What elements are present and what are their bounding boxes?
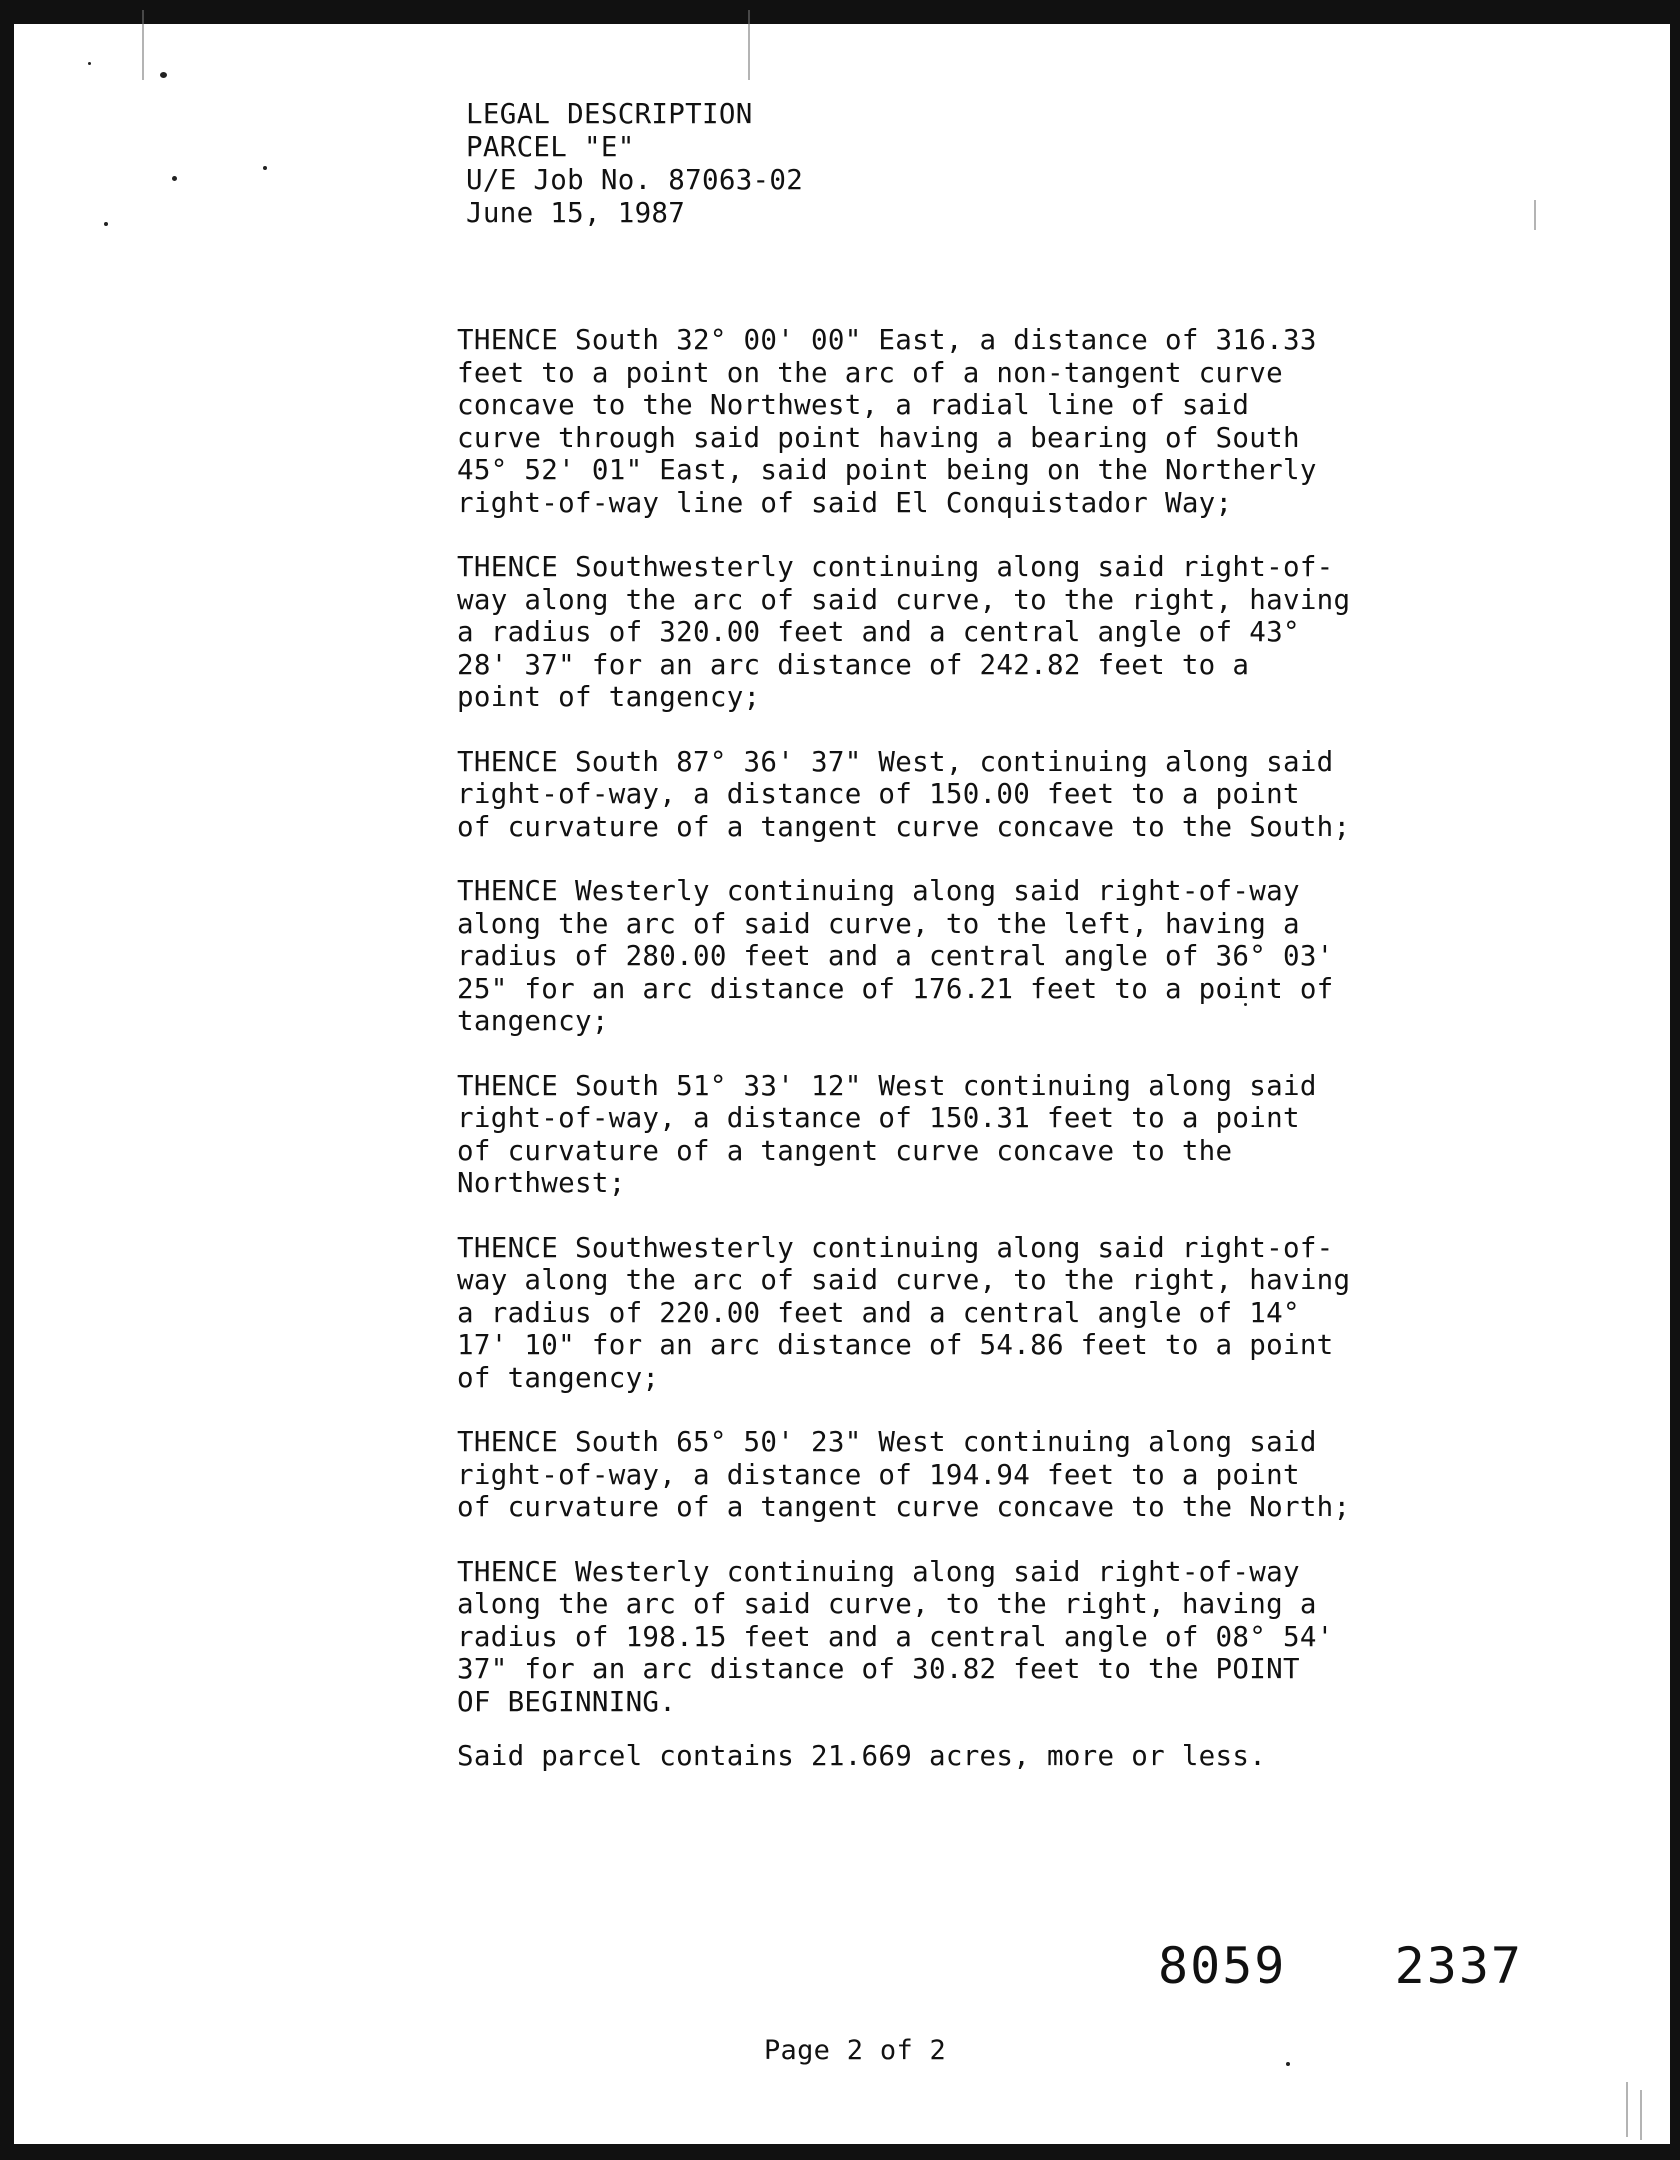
scan-speck (1286, 2062, 1290, 2066)
scan-streak (1626, 2082, 1628, 2137)
header-job-number: U/E Job No. 87063-02 (466, 164, 804, 196)
scan-border-top (0, 0, 1680, 24)
scan-streak (1640, 2090, 1642, 2140)
scan-streak (748, 10, 750, 80)
scan-speck (172, 176, 177, 181)
acreage-summary: Said parcel contains 21.669 acres, more or less. (457, 1740, 1267, 1772)
course-paragraph: THENCE Southwesterly continuing along said right-of- way along the arc of said curve, to the right, having a radius of 320.00 feet and a central angle of 43° 28' 37" for an arc distance of 242.82 feet to a point of tangency; (457, 551, 1351, 713)
header-date: June 15, 1987 (466, 197, 686, 229)
course-paragraph: THENCE South 65° 50' 23" West continuing along said right-of-way, a distance of 194.94 feet to a point of curvature of a tangent curve concave to the North; (457, 1426, 1351, 1523)
legal-description-body (457, 324, 1357, 1773)
scan-speck (263, 166, 267, 170)
course-paragraph: THENCE South 51° 33' 12" West continuing along said right-of-way, a distance of 150.31 feet to a point of curvature of a tangent curve concave to the Northwest; (457, 1069, 1317, 1199)
course-paragraph: THENCE Westerly continuing along said right-of-way along the arc of said curve, to the right, having a radius of 198.15 feet and a central angle of 08° 54' 37" for an arc distance of 30.82 feet to the POINT OF BEGINNING. (457, 1555, 1334, 1718)
scan-speck (104, 222, 108, 226)
header-parcel: PARCEL "E" (466, 131, 635, 163)
scan-speck (88, 62, 91, 65)
header-title: LEGAL DESCRIPTION (466, 98, 753, 130)
scan-border-bottom (0, 2144, 1680, 2160)
scan-border-left (0, 0, 14, 2160)
course-paragraph: THENCE Westerly continuing along said right-of-way along the arc of said curve, to the left, having a radius of 280.00 feet and a central angle of 36° 03' 25" for an arc distance of 176.21 feet to a point of tangency; (457, 875, 1334, 1037)
recording-number: 8059 2337 (1158, 1937, 1524, 1995)
page-indicator: Page 2 of 2 (764, 2035, 947, 2066)
scan-streak (1534, 200, 1536, 230)
scan-speck (160, 72, 167, 78)
course-paragraph: THENCE Southwesterly continuing along said right-of- way along the arc of said curve, to the right, having a radius of 220.00 feet and a central angle of 14° 17' 10" for an arc distance of 54.86 feet to a point of tangency; (457, 1231, 1351, 1394)
course-paragraph: THENCE South 32° 00' 00" East, a distance of 316.33 feet to a point on the arc of a non-tangent curve concave to the Northwest, a radial line of said curve through said point having a bearing of South 45° 52' 01" East, said point being on the Northerly right-of-way line of said El Conquistador Way; (457, 324, 1317, 519)
scan-border-right (1670, 0, 1680, 2160)
scan-streak (142, 10, 144, 80)
course-paragraph: THENCE South 87° 36' 37" West, continuing along said right-of-way, a distance of 150.00 feet to a point of curvature of a tangent curve concave to the South; (457, 745, 1351, 843)
document-header (466, 98, 803, 230)
